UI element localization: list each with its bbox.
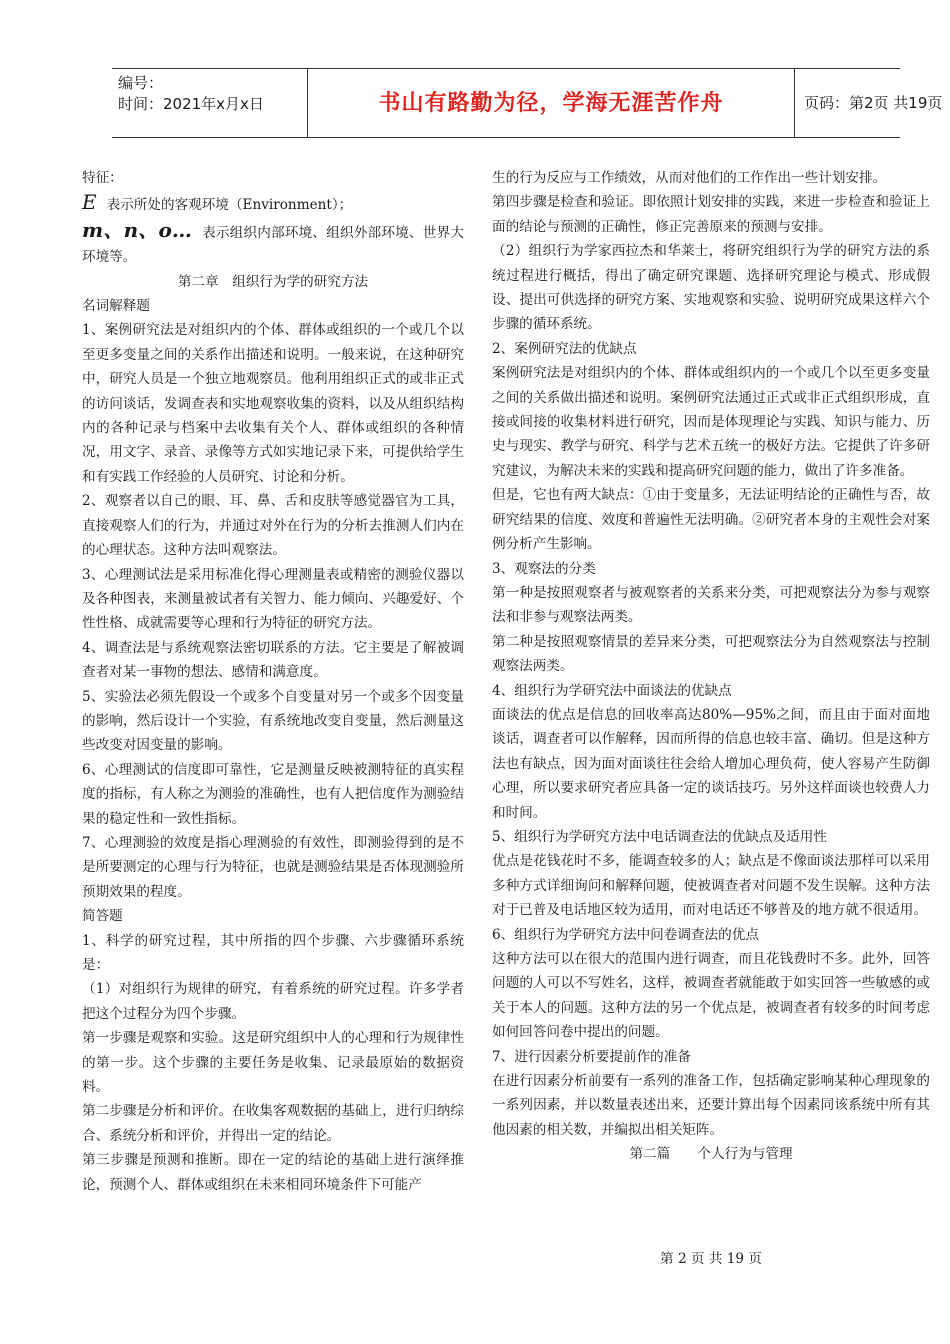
page-footer: 第 2 页 共 19 页	[660, 1251, 762, 1267]
paragraph: 6、组织行为学研究方法中问卷调查法的优点	[492, 926, 759, 943]
paragraph: 2、案例研究法的优缺点	[492, 340, 637, 357]
paragraph: 特征：	[82, 170, 123, 186]
paragraph: 5、组织行为学研究方法中电话调查法的优缺点及适用性	[492, 828, 827, 845]
paragraph: 6、心理测试的信度即可靠性，它是测量反映被测特征的真实程度的指标，有人称之为测验的准确性，也有人把信度作为测验结果的稳定性和一致性指标。	[82, 761, 464, 827]
paragraph: 第一步骤是观察和实验。这是研究组织中人的心理和行为规律性的第一步。这个步骤的主要任务是收集、记录最原始的数据资料。	[82, 1030, 464, 1096]
paragraph: 第四步骤是检查和验证。即依照计划安排的实践，来进一步检查和验证上面的结论与预测的正确性，修正完善原来的预测与安排。	[492, 194, 930, 235]
paragraph: 3、心理测试法是采用标准化得心理测量表或精密的测验仪器以及各种图表，来测量被试者有关智力、能力倾向、兴趣爱好、个性性格、成就需要等心理和行为特征的研究方法。	[82, 566, 464, 632]
header-motto: 书山有路勤为径，学海无涯苦作舟	[308, 69, 795, 137]
chapter-title: 第二章 组织行为学的研究方法	[177, 273, 369, 290]
left-column	[82, 166, 464, 1197]
paragraph: 在进行因素分析前要有一系列的准备工作，包括确定影响某种心理现象的一系列因素，并以数量表述出来，还要计算出每个因素同该系统中所有其他因素的相关数，并编拟出相关矩阵。	[492, 1073, 930, 1138]
paragraph: 7、进行因素分析要提前作的准备	[492, 1048, 691, 1065]
paragraph: 第二步骤是分析和评价。在收集客观数据的基础上，进行归纳综合、系统分析和评价，并得出一定的结论。	[82, 1103, 464, 1144]
paragraph: 3、观察法的分类	[492, 560, 596, 577]
paragraph: 1、案例研究法是对组织内的个体、群体或组织的一个或几个以至更多变量之间的关系作出描述和说明。一般来说，在这种研究中，研究人员是一个独立地观察员。他利用组织正式的或非正式的访问谈话，发调查表和实地观察收集的资料，以及从组织结构内的各种记录与档案中去收集有关个人、群体或组织的各种情况，用文字、录音、录像等方式如实地记录下来，可提供给学生和有实践工作经验的人员研究、讨论和分析。	[82, 322, 464, 485]
section-heading: 名词解释题	[82, 298, 150, 315]
paragraph: 5、实验法必须先假设一个或多个自变量对另一个或多个因变量的影响，然后设计一个实验，有系统地改变自变量，然后测量这些改变对因变量的影响。	[82, 688, 464, 754]
paragraph: 1、科学的研究过程，其中所指的四个步骤、六步骤循环系统是：	[82, 932, 464, 973]
paragraph: m、n、o… 表示组织内部环境、组织外部环境、世界大环境等。	[82, 217, 464, 266]
symbol-e: E	[82, 190, 97, 215]
document-date: 时间：2021年x月x日	[118, 95, 264, 113]
paragraph: 第一种是按照观察者与被观察者的关系来分类，可把观察法分为参与观察法和非参与观察法两类。	[492, 584, 930, 626]
right-column	[492, 166, 930, 1167]
paragraph: （1）对组织行为规律的研究，有着系统的研究过程。许多学者把这个过程分为四个步骤。	[82, 981, 464, 1022]
paragraph: 这种方法可以在很大的范围内进行调查，而且花钱费时不多。此外，回答问题的人可以不写姓名，这样，被调查者就能敢于如实回答一些敏感的或关于本人的问题。这种方法的另一个优点是，被调查者有较多的时间考虑如何回答问卷中提出的问题。	[492, 951, 930, 1041]
paragraph: 4、调查法是与系统观察法密切联系的方法。它主要是了解被调查者对某一事物的想法、感情和满意度。	[82, 639, 464, 681]
paragraph: 面谈法的优点是信息的回收率高达80%—95%之间，而且由于面对面地谈话，调查者可以作解释，因而所得的信息也较丰富、确切。但是这种方法也有缺点，因为面对面谈往往会给人增加心理负荷，使人容易产生防御心理，所以要求研究者应具备一定的谈话技巧。另外这样面谈也较费人力和时间。	[492, 706, 930, 821]
paragraph: 生的行为反应与工作绩效，从而对他们的工作作出一些计划安排。	[492, 170, 887, 186]
paragraph: 但是，它也有两大缺点：①由于变量多，无法证明结论的正确性与否，故研究结果的信度、效度和普遍性无法明确。②研究者本身的主观性会对案例分析产生影响。	[492, 487, 930, 553]
paragraph: 7、心理测验的效度是指心理测验的有效性，即测验得到的是不是所要测定的心理与行为特征，也就是测验结果是否体现测验所预期效果的程度。	[82, 834, 464, 900]
symbol-mno: m、n、o…	[82, 217, 192, 242]
paragraph: 优点是花钱花时不多，能调查较多的人；缺点是不像面谈法那样可以采用多种方式详细询问和解释问题，使被调查者对问题不发生误解。这种方法对于已普及电话地区较为适用，而对电话还不够普及的地方就不很适用。	[492, 853, 930, 919]
part-title: 第二篇 个人行为与管理	[629, 1146, 793, 1163]
header-meta	[112, 69, 308, 137]
page-header	[112, 68, 943, 138]
document-number: 编号：	[118, 74, 164, 92]
paragraph: E 表示所处的客观环境（Environment）；	[82, 190, 353, 215]
paragraph: 案例研究法是对组织内的个体、群体或组织内的一个或几个以至更多变量之间的关系做出描述和说明。案例研究法通过正式或非正式组织形成，直接或间接的收集材料进行研究，因而是体现理论与实践、知识与能力、历史与现实、教学与研究、科学与艺术五统一的极好方法。它提供了许多研究建议，为解决未来的实践和提高研究问题的能力，做出了许多准备。	[492, 365, 930, 479]
header-page-number: 页码：第2页 共19页	[804, 94, 943, 112]
paragraph: 第二种是按照观察情景的差异来分类，可把观察法分为自然观察法与控制观察法两类。	[492, 633, 930, 675]
paragraph: 第三步骤是预测和推断。即在一定的结论的基础上进行演绎推论，预测个人、群体或组织在未来相同环境条件下可能产	[82, 1152, 464, 1193]
section-heading: 简答题	[82, 908, 123, 925]
paragraph: （2）组织行为学家西拉杰和华莱士，将研究组织行为学的研究方法的系统过程进行概括，得出了确定研究课题、选择研究理论与模式、形成假设、提出可供选择的研究方案、实地观察和实验、说明研究成果这样六个步骤的循环系统。	[492, 243, 930, 333]
paragraph: 2、观察者以自己的眼、耳、鼻、舌和皮肤等感觉器官为工具，直接观察人们的行为，并通过对外在行为的分析去推测人们内在的心理状态。这种方法叫观察法。	[82, 493, 464, 559]
paragraph: 4、组织行为学研究法中面谈法的优缺点	[492, 682, 732, 699]
